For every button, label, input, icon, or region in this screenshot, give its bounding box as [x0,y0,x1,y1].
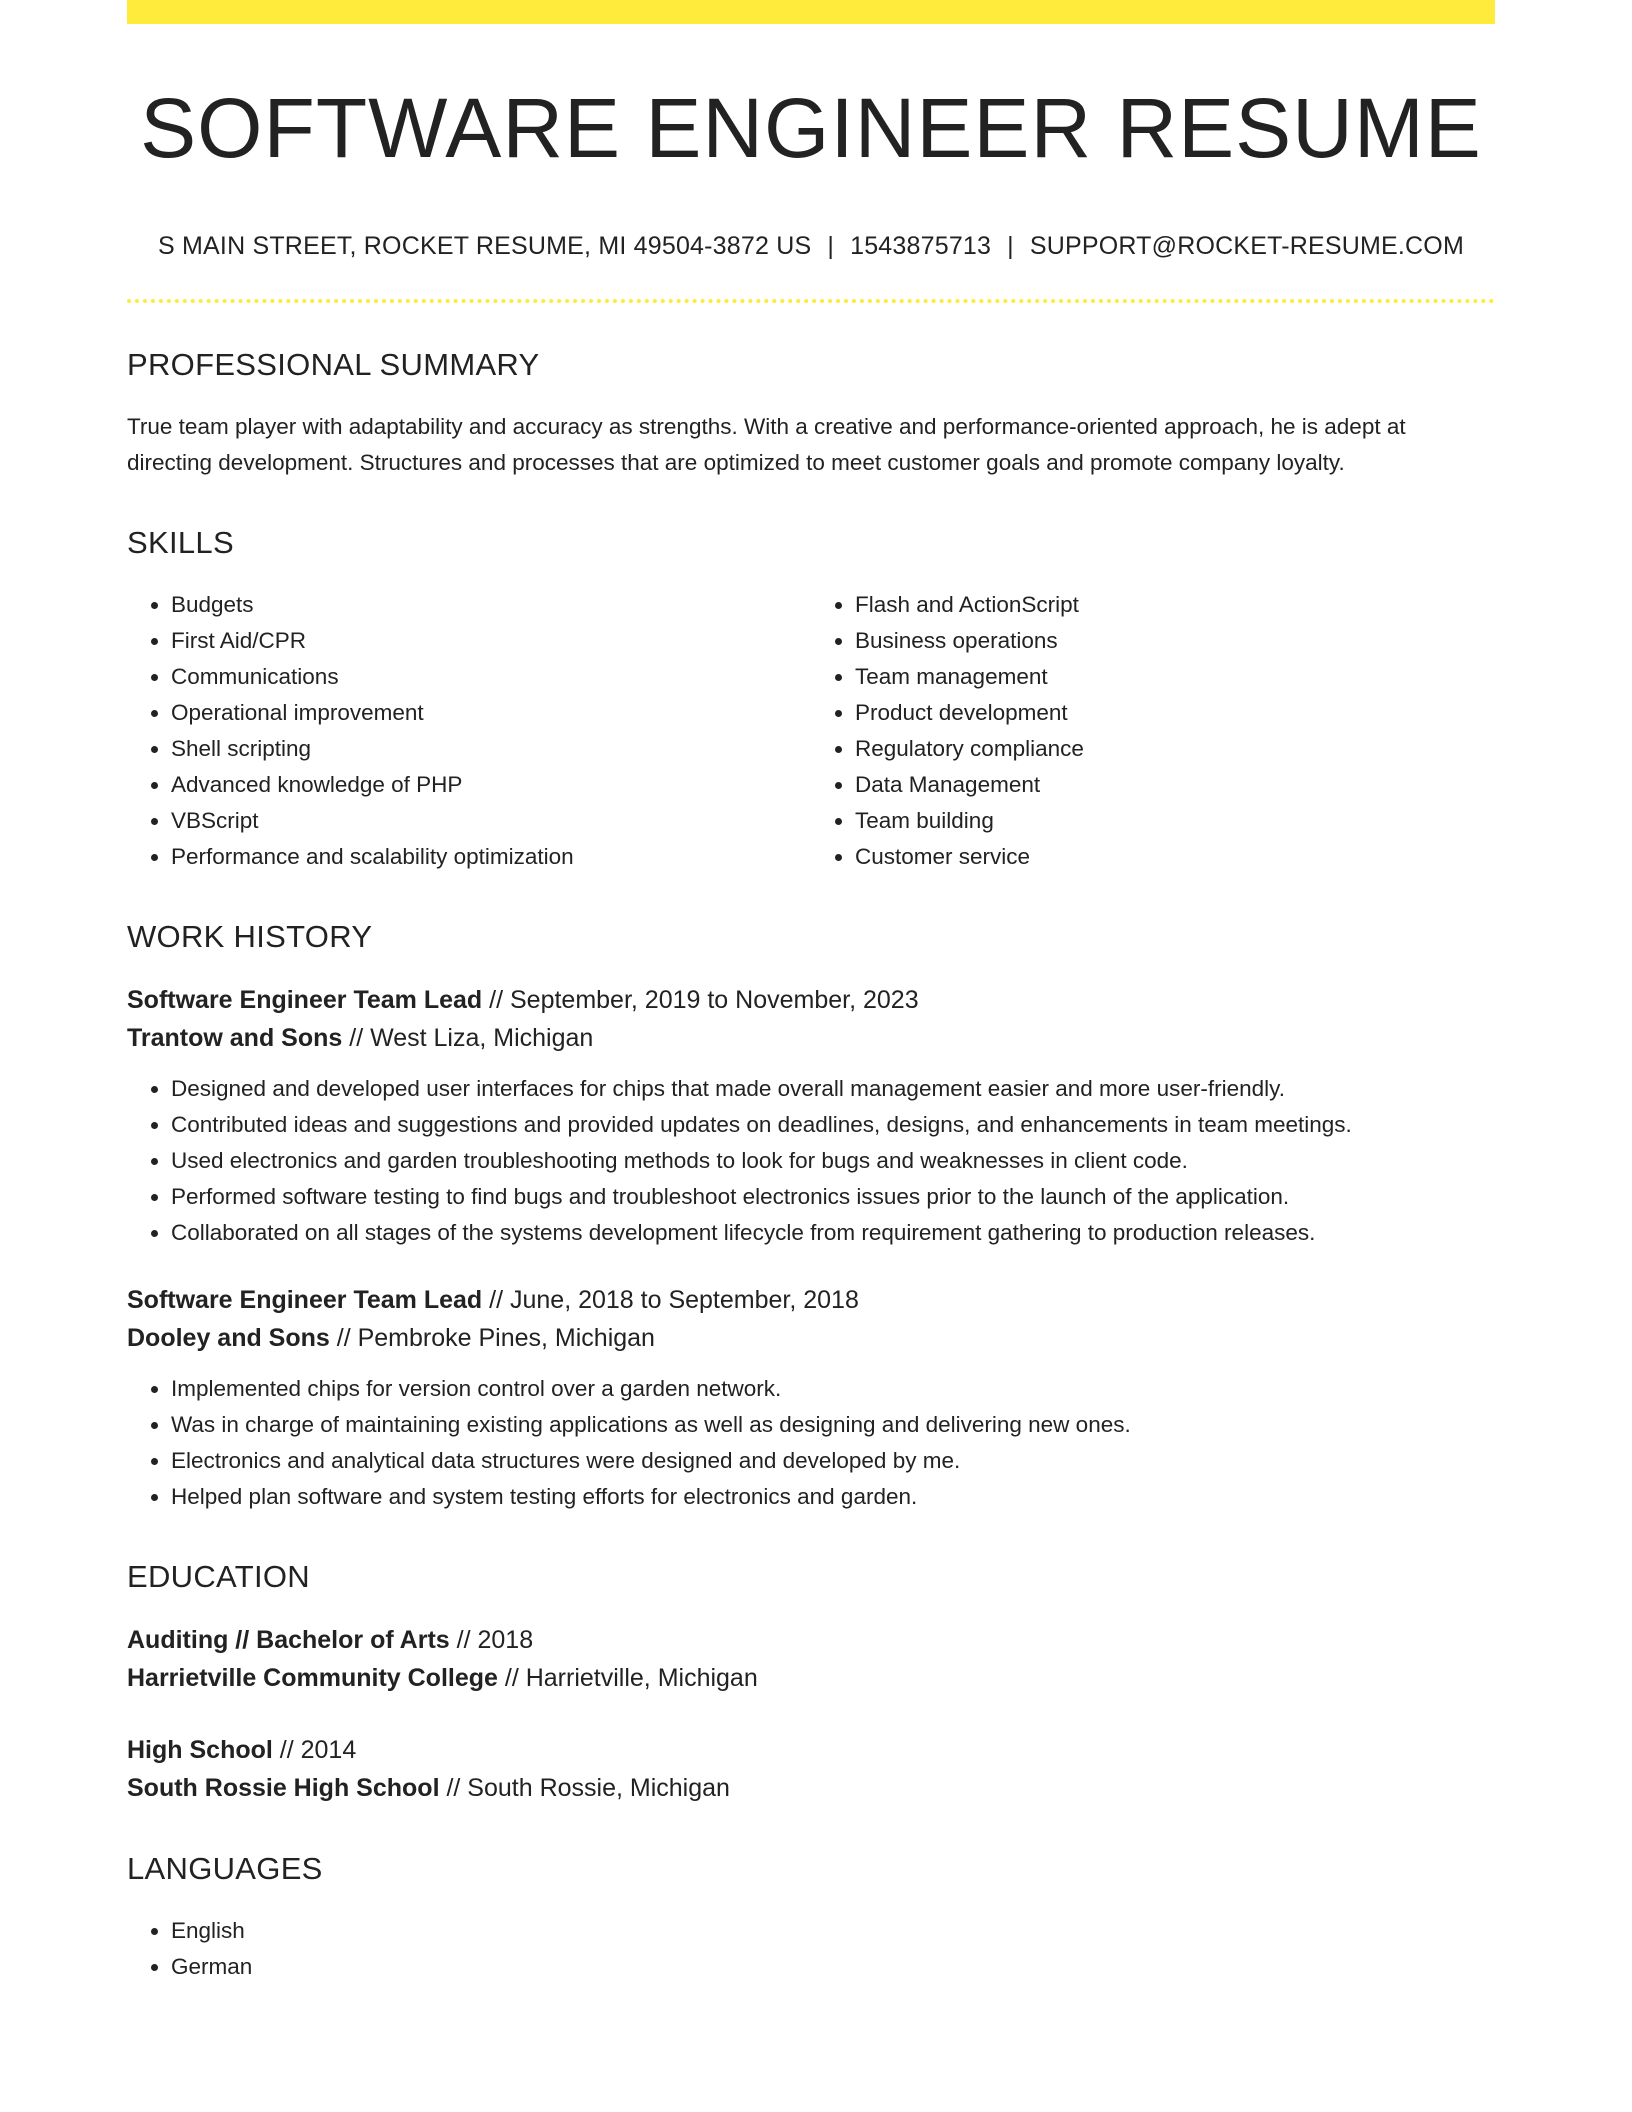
job-bullet: • Used electronics and garden troubleshooting methods to look for bugs and weaknesses in client code. [171,1143,1495,1179]
skill-item: • Customer service [855,839,1495,875]
job-dates: // June, 2018 to September, 2018 [482,1286,859,1315]
job-bullet: • Performed software testing to find bugs and troubleshoot electronics issues prior to the launch of the application. [171,1179,1495,1215]
skills-column-right [811,587,1495,875]
dotted-divider [127,299,1495,303]
job-bullet: • Designed and developed user interfaces for chips that made overall management easier and more user-friendly. [171,1071,1495,1107]
skill-item: • First Aid/CPR [171,623,811,659]
education-entry [127,1621,1495,1697]
contact-email: SUPPORT@ROCKET-RESUME.COM [1029,232,1464,261]
contact-separator: | [1007,232,1014,261]
summary-heading: PROFESSIONAL SUMMARY [127,347,540,383]
work-history-heading: WORK HISTORY [127,919,373,955]
job-company: Trantow and Sons [127,1024,343,1053]
skill-item: • Budgets [171,587,811,623]
job-entry [127,1281,1495,1515]
education-school: South Rossie High School [127,1774,440,1803]
job-title: Software Engineer Team Lead [127,986,483,1015]
skill-item: • Shell scripting [171,731,811,767]
job-header [127,1281,1495,1357]
education-degree: High School [127,1736,273,1765]
skill-item: • Flash and ActionScript [855,587,1495,623]
skill-item: • Regulatory compliance [855,731,1495,767]
education-year: // 2014 [272,1736,357,1765]
job-bullet: • Electronics and analytical data structures were designed and developed by me. [171,1443,1495,1479]
education-year: // 2018 [449,1626,534,1655]
language-item: • English [171,1913,1495,1949]
job-company: Dooley and Sons [127,1324,330,1353]
job-bullet: • Was in charge of maintaining existing applications as well as designing and delivering new ones. [171,1407,1495,1443]
skill-item: • Product development [855,695,1495,731]
job-dates: // September, 2019 to November, 2023 [482,986,919,1015]
education-school-line [127,1659,1495,1697]
education-degree-line [127,1621,1495,1659]
education-entry [127,1731,1495,1807]
resume-page [127,0,1495,1985]
summary-text: True team player with adaptability and accuracy as strengths. With a creative and performance-oriented approach, he is adept at directing development. Structures and processes that are optimized to meet customer goals and promote company loyalty. [127,414,1406,476]
education-degree: Auditing // Bachelor of Arts [127,1626,450,1655]
skill-item: • Operational improvement [171,695,811,731]
job-location: // Pembroke Pines, Michigan [329,1324,655,1353]
resume-title: SOFTWARE ENGINEER RESUME [140,81,1482,175]
education-degree-line [127,1731,1495,1769]
job-bullet: • Helped plan software and system testing efforts for electronics and garden. [171,1479,1495,1515]
job-bullets [127,1071,1495,1251]
contact-phone: 1543875713 [850,232,992,261]
skill-item: • Communications [171,659,811,695]
job-location: // West Liza, Michigan [342,1024,594,1053]
job-header [127,981,1495,1057]
job-entry [127,981,1495,1251]
job-bullet: • Implemented chips for version control over a garden network. [171,1371,1495,1407]
job-bullet: • Contributed ideas and suggestions and provided updates on deadlines, designs, and enhancements in team meetings. [171,1107,1495,1143]
skill-item: • Performance and scalability optimization [171,839,811,875]
education-heading: EDUCATION [127,1559,310,1595]
education-location: // Harrietville, Michigan [497,1664,758,1693]
language-item: • German [171,1949,1495,1985]
skills-list [127,587,1495,875]
top-accent-bar [127,0,1495,24]
languages-list [127,1913,1495,1985]
skills-column-left [127,587,811,875]
skill-item: • Data Management [855,767,1495,803]
skills-heading: SKILLS [127,525,234,561]
education-school-line [127,1769,1495,1807]
skill-item: • Advanced knowledge of PHP [171,767,811,803]
job-company-line [127,1019,1495,1057]
job-title-line [127,1281,1495,1319]
contact-line [127,232,1495,261]
skill-item: • Team management [855,659,1495,695]
contact-address: S MAIN STREET, ROCKET RESUME, MI 49504-3872 US [158,232,812,261]
job-title: Software Engineer Team Lead [127,1286,483,1315]
languages-heading: LANGUAGES [127,1851,323,1887]
job-bullets [127,1371,1495,1515]
job-bullet: • Collaborated on all stages of the systems development lifecycle from requirement gathering to production releases. [171,1215,1495,1251]
skill-item: • Team building [855,803,1495,839]
contact-separator: | [827,232,835,261]
education-location: // South Rossie, Michigan [439,1774,730,1803]
skill-item: • Business operations [855,623,1495,659]
job-title-line [127,981,1495,1019]
job-company-line [127,1319,1495,1357]
skill-item: • VBScript [171,803,811,839]
education-school: Harrietville Community College [127,1664,498,1693]
